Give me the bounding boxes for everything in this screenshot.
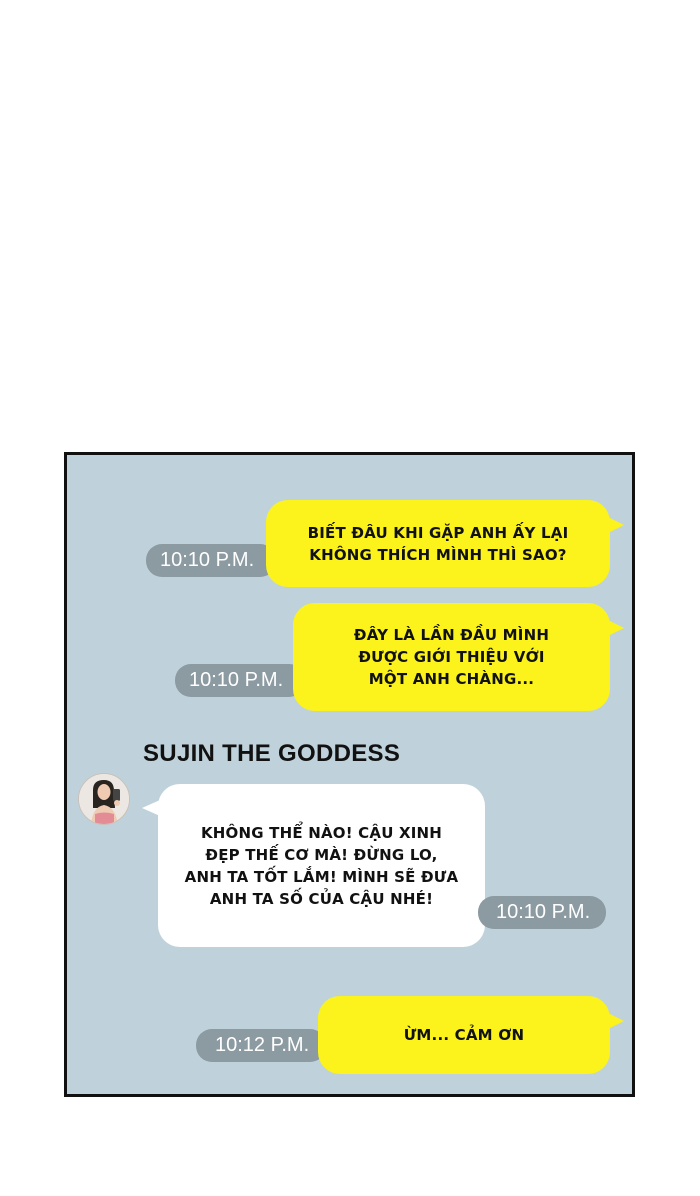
message-text: ỪM... CẢM ƠN xyxy=(403,1026,525,1044)
message-text: BIẾT ĐÂU KHI GẶP ANH ẤY LẠI KHÔNG THÍCH MÌNH THÌ SAO? xyxy=(307,523,569,564)
message-timestamp: 10:10 P.M. xyxy=(478,896,606,929)
contact-name: SUJIN THE GODDESS xyxy=(143,740,401,767)
avatar-image xyxy=(79,774,130,825)
bubble-tail xyxy=(606,619,624,637)
sent-message-bubble[interactable] xyxy=(266,500,610,587)
bubble-tail xyxy=(606,1012,624,1030)
message-text: KHÔNG THỂ NÀO! CẬU XINH ĐẸP THẾ CƠ MÀ! ĐỪNG LO, ANH TA TỐT LẮM! MÌNH SẼ ĐƯA ANH TA SỐ CỦA CẬU NHÉ! xyxy=(184,823,459,908)
message-timestamp: 10:10 P.M. xyxy=(146,544,276,577)
message-timestamp: 10:10 P.M. xyxy=(175,664,305,697)
avatar[interactable] xyxy=(78,773,130,825)
message-timestamp: 10:12 P.M. xyxy=(196,1029,326,1062)
bubble-tail xyxy=(606,516,624,534)
sent-message-bubble[interactable] xyxy=(293,603,610,711)
message-text: ĐÂY LÀ LẦN ĐẦU MÌNH ĐƯỢC GIỚI THIỆU VỚI MỘT ANH CHÀNG... xyxy=(353,626,550,688)
sent-message-bubble[interactable] xyxy=(318,996,610,1074)
received-message-bubble[interactable] xyxy=(158,784,485,947)
bubble-tail xyxy=(142,800,160,816)
